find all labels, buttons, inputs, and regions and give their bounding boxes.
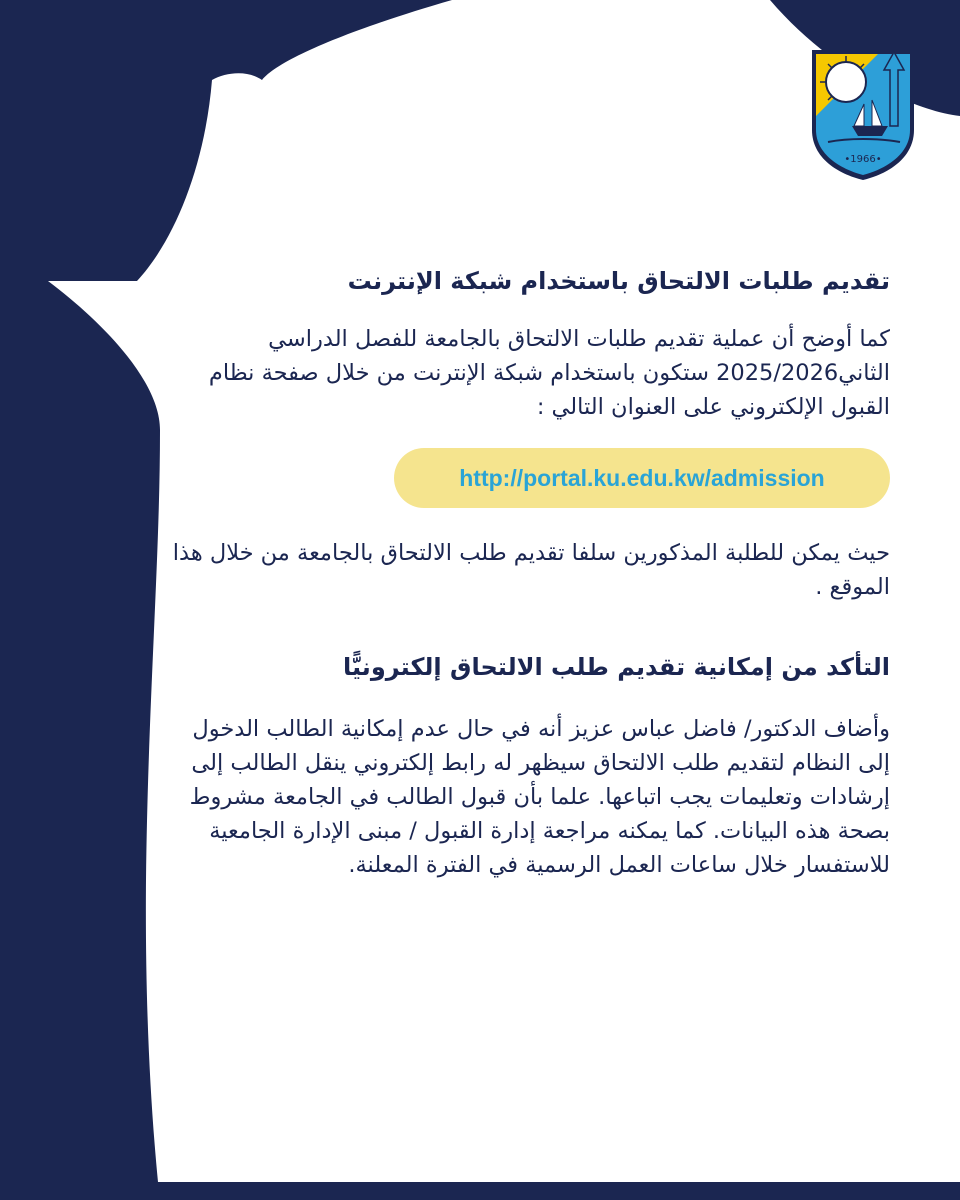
section-heading-online-admission: تقديم طلبات الالتحاق باستخدام شبكة الإنترنت — [347, 267, 890, 295]
university-logo — [808, 46, 918, 182]
article-content — [170, 262, 890, 882]
paragraph-site-access: حيث يمكن للطلبة المذكورين سلفا تقديم طلب الالتحاق بالجامعة من خلال هذا الموقع . — [172, 540, 890, 600]
section-heading-verify-electronic: التأكد من إمكانية تقديم طلب الالتحاق إلكترونيًّا — [343, 653, 890, 681]
paragraph-online-admission: كما أوضح أن عملية تقديم طلبات الالتحاق بالجامعة للفصل الدراسي الثاني2025/2026 ستكون باستخدام شبكة الإنترنت من خلال صفحة نظام القبول الإلكتروني على العنوان التالي : — [208, 326, 890, 420]
admission-portal-link[interactable]: http://portal.ku.edu.kw/admission — [394, 448, 890, 508]
svg-text:•1966•: •1966• — [844, 154, 882, 165]
paragraph-instructions: وأضاف الدكتور/ فاضل عباس عزيز أنه في حال عدم إمكانية الطالب الدخول إلى النظام لتقديم طلب الالتحاق سيظهر له رابط إلكتروني ينقل الطالب إلى إرشادات وتعليمات يجب اتباعها. علما بأن قبول الطالب في الجامعة مشروط بصحة هذه البيانات. كما يمكنه مراجعة إدارة القبول / مبنى الإدارة الجامعية للاستفسار خلال ساعات العمل الرسمية في الفترة المعلنة. — [189, 716, 890, 878]
